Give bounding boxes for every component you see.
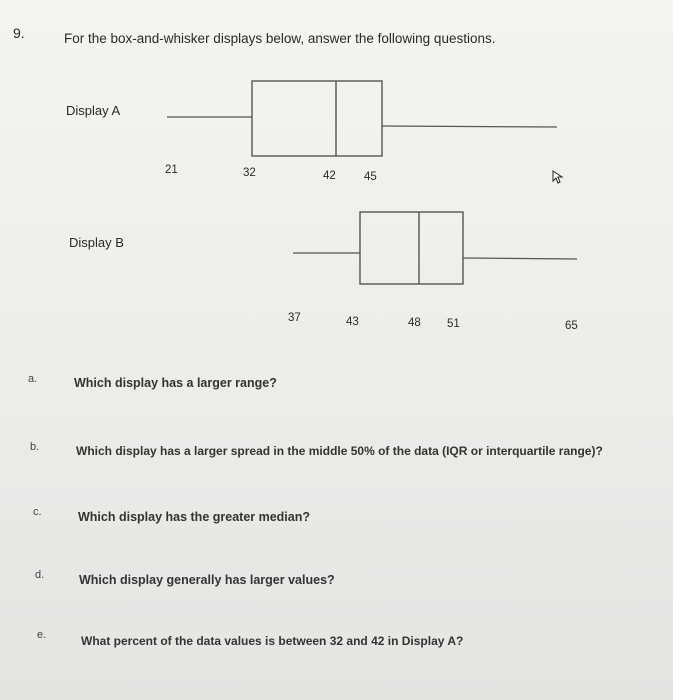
display-b-tick: 65 bbox=[565, 320, 578, 332]
question-number: 9. bbox=[13, 25, 25, 41]
display-a-tick: 21 bbox=[165, 164, 178, 176]
question-title: For the box-and-whisker displays below, answer the following questions. bbox=[64, 31, 496, 46]
display-a-boxplot bbox=[167, 81, 557, 156]
question-letter: c. bbox=[33, 506, 42, 518]
display-b-right-whisker bbox=[463, 258, 577, 259]
display-b-label: Display B bbox=[69, 235, 124, 250]
mouse-cursor-icon bbox=[551, 170, 565, 184]
question-text: Which display has a larger range? bbox=[74, 376, 277, 390]
display-b-boxplot bbox=[293, 212, 577, 284]
display-b-box bbox=[360, 212, 463, 284]
question-letter: b. bbox=[30, 441, 40, 453]
question-letter: e. bbox=[37, 629, 47, 641]
question-letter: a. bbox=[28, 373, 38, 385]
display-a-tick: 42 bbox=[323, 170, 336, 182]
display-b-tick: 51 bbox=[447, 318, 460, 330]
display-a-label: Display A bbox=[66, 103, 121, 118]
question-text: Which display has a larger spread in the middle 50% of the data (IQR or interquartile range)? bbox=[76, 444, 603, 458]
display-b-tick: 43 bbox=[346, 316, 359, 328]
question-letter: d. bbox=[35, 569, 45, 581]
display-b-tick: 37 bbox=[288, 312, 301, 324]
question-text: Which display generally has larger values? bbox=[79, 573, 335, 587]
display-a-right-whisker bbox=[382, 126, 557, 127]
question-text: What percent of the data values is between 32 and 42 in Display A? bbox=[81, 634, 464, 648]
display-b-tick: 48 bbox=[408, 317, 421, 329]
display-a-tick: 45 bbox=[364, 171, 377, 183]
question-text: Which display has the greater median? bbox=[78, 510, 311, 524]
display-a-tick: 32 bbox=[243, 167, 256, 179]
display-a-box bbox=[252, 81, 382, 156]
